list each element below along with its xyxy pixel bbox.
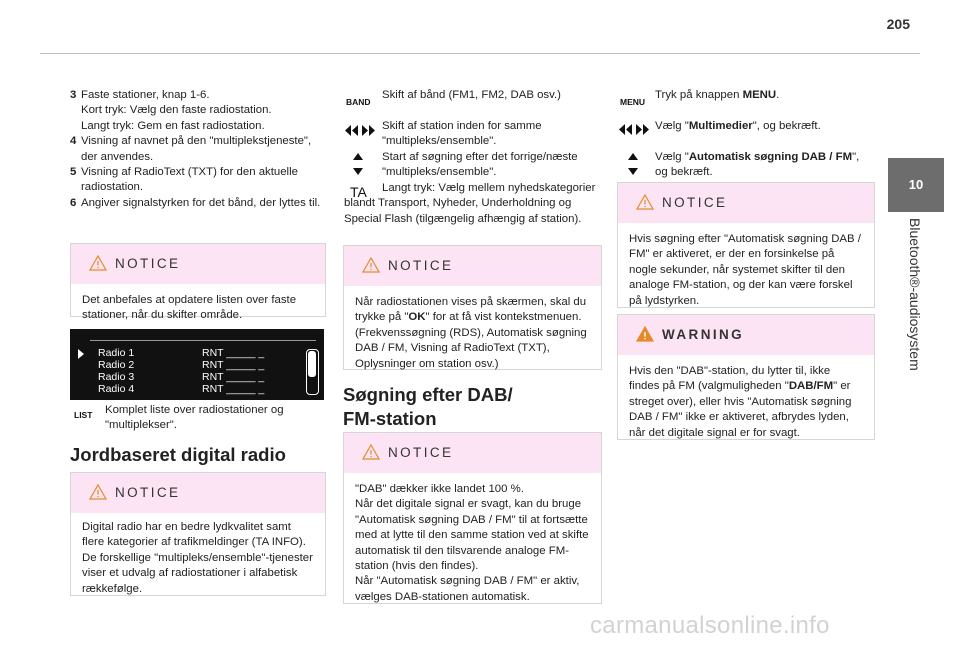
screen-rnt: RNT _____ _	[202, 371, 265, 383]
notice-text: Når radiostationen vises på skærmen, skal du trykke på "OK" for at få vist kontekstmenuen. (Frekvenssøgning (RDS), Automatisk søgning DAB / FM, Visning af RadioText (TXT), Oplysninger om station osv.)	[355, 296, 587, 370]
warning-title: WARNING	[662, 327, 745, 342]
notice-text: Hvis søgning efter "Automatisk søgning DAB / FM" er aktiveret, er der en forsinkelse på nogle sekunder, når systemet skifter til den analoge FM-station, og der kan være forskel på lydstyrken.	[629, 233, 861, 307]
notice-title: NOTICE	[662, 195, 728, 210]
screen-station: Radio 2	[98, 359, 135, 371]
notice-title: NOTICE	[388, 258, 454, 273]
screen-divider	[90, 340, 316, 341]
warning-triangle-icon	[636, 326, 654, 342]
notice-box	[343, 432, 602, 604]
screen-station: Radio 3	[98, 371, 135, 383]
notice-title: NOTICE	[115, 256, 181, 271]
notice-box	[343, 245, 602, 370]
screen-station: Radio 4	[98, 383, 135, 395]
scrollbar-thumb	[308, 351, 316, 377]
list-item: 5 Visning af RadioText (TXT) for den aktuelle radiostation.	[70, 166, 298, 194]
numbered-list	[70, 88, 326, 211]
warning-triangle-icon	[636, 194, 654, 210]
warning-triangle-icon	[89, 255, 107, 271]
notice-box	[70, 243, 326, 322]
notice-title: NOTICE	[115, 485, 181, 500]
screen-rnt: RNT _____ _	[202, 359, 265, 371]
band-button-label: BAND	[346, 97, 371, 107]
ta-description: Langt tryk: Vælg mellem nyhedskategorier blandt Transport, Nyheder, Underholdning og Special Flash (tilgængelig afhængig af station).	[344, 182, 596, 225]
section-heading: Jordbaseret digital radio	[70, 444, 286, 465]
notice-text: Det anbefales at opdatere listen over faste stationer, når du skifter område.	[82, 294, 297, 322]
updown-description: Start af søgning efter det forrige/næste "multipleks/ensemble".	[382, 151, 578, 179]
ta-button-label: TA	[350, 184, 367, 200]
list-item: 6 Angiver signalstyrken for det bånd, der lyttes til.	[70, 196, 321, 209]
page-number: 205	[886, 16, 910, 32]
notice-box	[70, 472, 326, 596]
notice-text: "DAB" dækker ikke landet 100 %. Når det digitale signal er svagt, kan du bruge "Automatisk søgning DAB / FM" til at fortsætte med at lytte til den samme station ved at skifte automatisk til den tilsvarende analoge FM-station (hvis den findes). Når "Automatisk søgning DAB / FM" er aktiv, vælges DAB-stationen automatisk.	[355, 483, 589, 603]
list-item: 3 Faste stationer, knap 1-6. Kort tryk: Vælg den faste radiostation. Langt tryk: Gem en fast radiostation.	[70, 89, 272, 132]
warning-text: Hvis den "DAB"-station, du lytter til, ikke findes på FM (valgmuligheden "DAB/FM" er streget over), eller hvis "Automatisk søgning DAB / FM" ikke er aktiveret, afbrydes lyden, når det digitale signal er for svagt.	[629, 365, 852, 439]
screen-station: Radio 1	[98, 347, 135, 359]
warning-box	[617, 314, 875, 440]
screen-rnt: RNT _____ _	[202, 383, 265, 395]
warning-triangle-icon	[89, 484, 107, 500]
step-3: Vælg "Automatisk søgning DAB / FM", og bekræft.	[655, 151, 860, 179]
radio-list-screen	[70, 329, 324, 400]
notice-title: NOTICE	[388, 445, 454, 460]
prev-next-arrows-icon	[619, 124, 649, 135]
menu-button-label: MENU	[620, 97, 646, 107]
notice-text: Digital radio har en bedre lydkvalitet samt flere kategorier af trafikmeldinger (TA INFO). De forskellige "multipleks/ensemble"-tjenester viser et udvalg af radiostationer i alfabetisk rækkefølge.	[82, 521, 313, 595]
arrows-description: Skift af station inden for samme "multipleks/ensemble".	[382, 120, 542, 148]
screen-rnt: RNT _____ _	[202, 347, 265, 359]
section-heading: Søgning efter DAB/ FM-station	[343, 384, 513, 429]
up-down-arrows-icon	[353, 153, 363, 177]
watermark: carmanualsonline.info	[590, 612, 830, 639]
list-item: 4 Visning af navnet på den "multiplekstjeneste", der anvendes.	[70, 135, 312, 163]
step-1: Tryk på knappen MENU.	[655, 89, 780, 101]
warning-triangle-icon	[362, 257, 380, 273]
band-description: Skift af bånd (FM1, FM2, DAB osv.)	[382, 89, 561, 101]
list-button-label: LIST	[74, 410, 93, 420]
prev-next-arrows-icon	[345, 125, 375, 136]
header-rule	[40, 53, 920, 54]
list-description: Komplet liste over radiostationer og "multiplekser".	[105, 404, 284, 432]
chapter-tab[interactable]: 10	[888, 158, 944, 212]
up-down-arrows-icon	[628, 153, 638, 177]
step-2: Vælg "Multimedier", og bekræft.	[655, 120, 821, 132]
play-arrow-icon	[77, 349, 85, 359]
chapter-title: Bluetooth®-audiosystem	[907, 218, 923, 371]
notice-box	[617, 182, 875, 308]
warning-triangle-icon	[362, 444, 380, 460]
